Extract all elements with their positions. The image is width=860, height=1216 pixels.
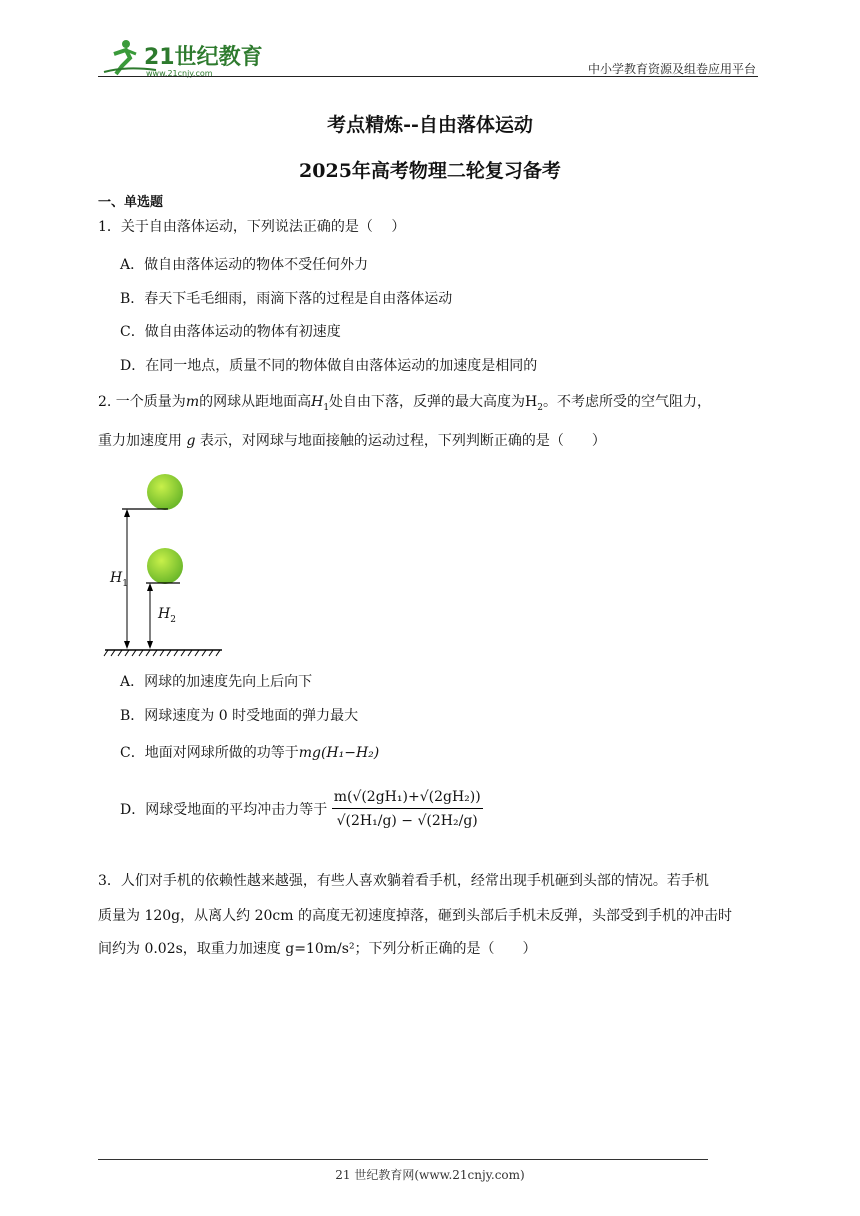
- ball-bottom: [147, 548, 183, 584]
- question-2-option-c: C．地面对网球所做的功等于mg(H₁−H₂): [120, 745, 380, 761]
- ball-top: [147, 474, 183, 510]
- tennis-ball-figure: [100, 470, 230, 660]
- question-2-stem-line1: 2. 一个质量为m的网球从距地面高$H_1$处自由下落，反弹的最大高度为$H_2$。不考虑所受的空气阻力，: [98, 394, 711, 413]
- footer-link[interactable]: 21 世纪教育网(www.21cnjy.com): [335, 1168, 525, 1182]
- question-1-option-c: C．做自由落体运动的物体有初速度: [120, 324, 341, 340]
- label-H1: $H_1$: [110, 570, 128, 589]
- section-heading: 一、单选题: [98, 195, 164, 210]
- question-2-option-d: D．网球受地面的平均冲击力等于 $\frac{\text{m(√(2gH₁)+√(2gH₂))}}{\text{√(2H₁/g) − √(2H₂/g)}}$: [120, 789, 481, 829]
- question-2-option-b: B．网球速度为 0 时受地面的弹力最大: [120, 708, 359, 724]
- site-logo: [96, 36, 266, 80]
- platform-name: 中小学教育资源及组卷应用平台: [587, 62, 756, 76]
- question-2-stem-line2: 重力加速度用 g 表示，对网球与地面接触的运动过程，下列判断正确的是（ ）: [98, 433, 606, 449]
- svg-text:www.21cnjy.com: www.21cnjy.com: [146, 69, 213, 78]
- footer-rule: [98, 1159, 708, 1160]
- header-rule: [98, 76, 758, 77]
- question-1-option-a: A．做自由落体运动的物体不受任何外力: [120, 257, 369, 273]
- question-2-option-a: A．网球的加速度先向上后向下: [120, 674, 313, 690]
- question-3-line2: 质量为 120g，从离人约 20cm 的高度无初速度掉落，砸到头部后手机未反弹，头部受到手机的冲击时: [98, 908, 732, 924]
- question-1-option-d: D．在同一地点，质量不同的物体做自由落体运动的加速度是相同的: [120, 358, 538, 374]
- label-H2: $H_2$: [158, 606, 176, 625]
- page-subtitle: 2025年高考物理二轮复习备考: [299, 160, 561, 182]
- page-title: 考点精炼--自由落体运动: [327, 114, 533, 136]
- question-3-line1: 3．人们对手机的依赖性越来越强，有些人喜欢躺着看手机，经常出现手机砸到头部的情况。若手机: [98, 873, 709, 889]
- question-1-option-b: B．春天下毛毛细雨，雨滴下落的过程是自由落体运动: [120, 291, 453, 307]
- impact-force-fraction: $\frac{\text{m(√(2gH₁)+√(2gH₂))}}{\text{√(2H₁/g) − √(2H₂/g)}}$: [333, 789, 481, 829]
- question-1-stem: 1．关于自由落体运动，下列说法正确的是（ ）: [98, 219, 406, 235]
- svg-text:21世纪教育: 21世纪教育: [144, 45, 263, 70]
- question-3-line3: 间约为 0.02s，取重力加速度 g=10m/s²；下列分析正确的是（ ）: [98, 941, 537, 957]
